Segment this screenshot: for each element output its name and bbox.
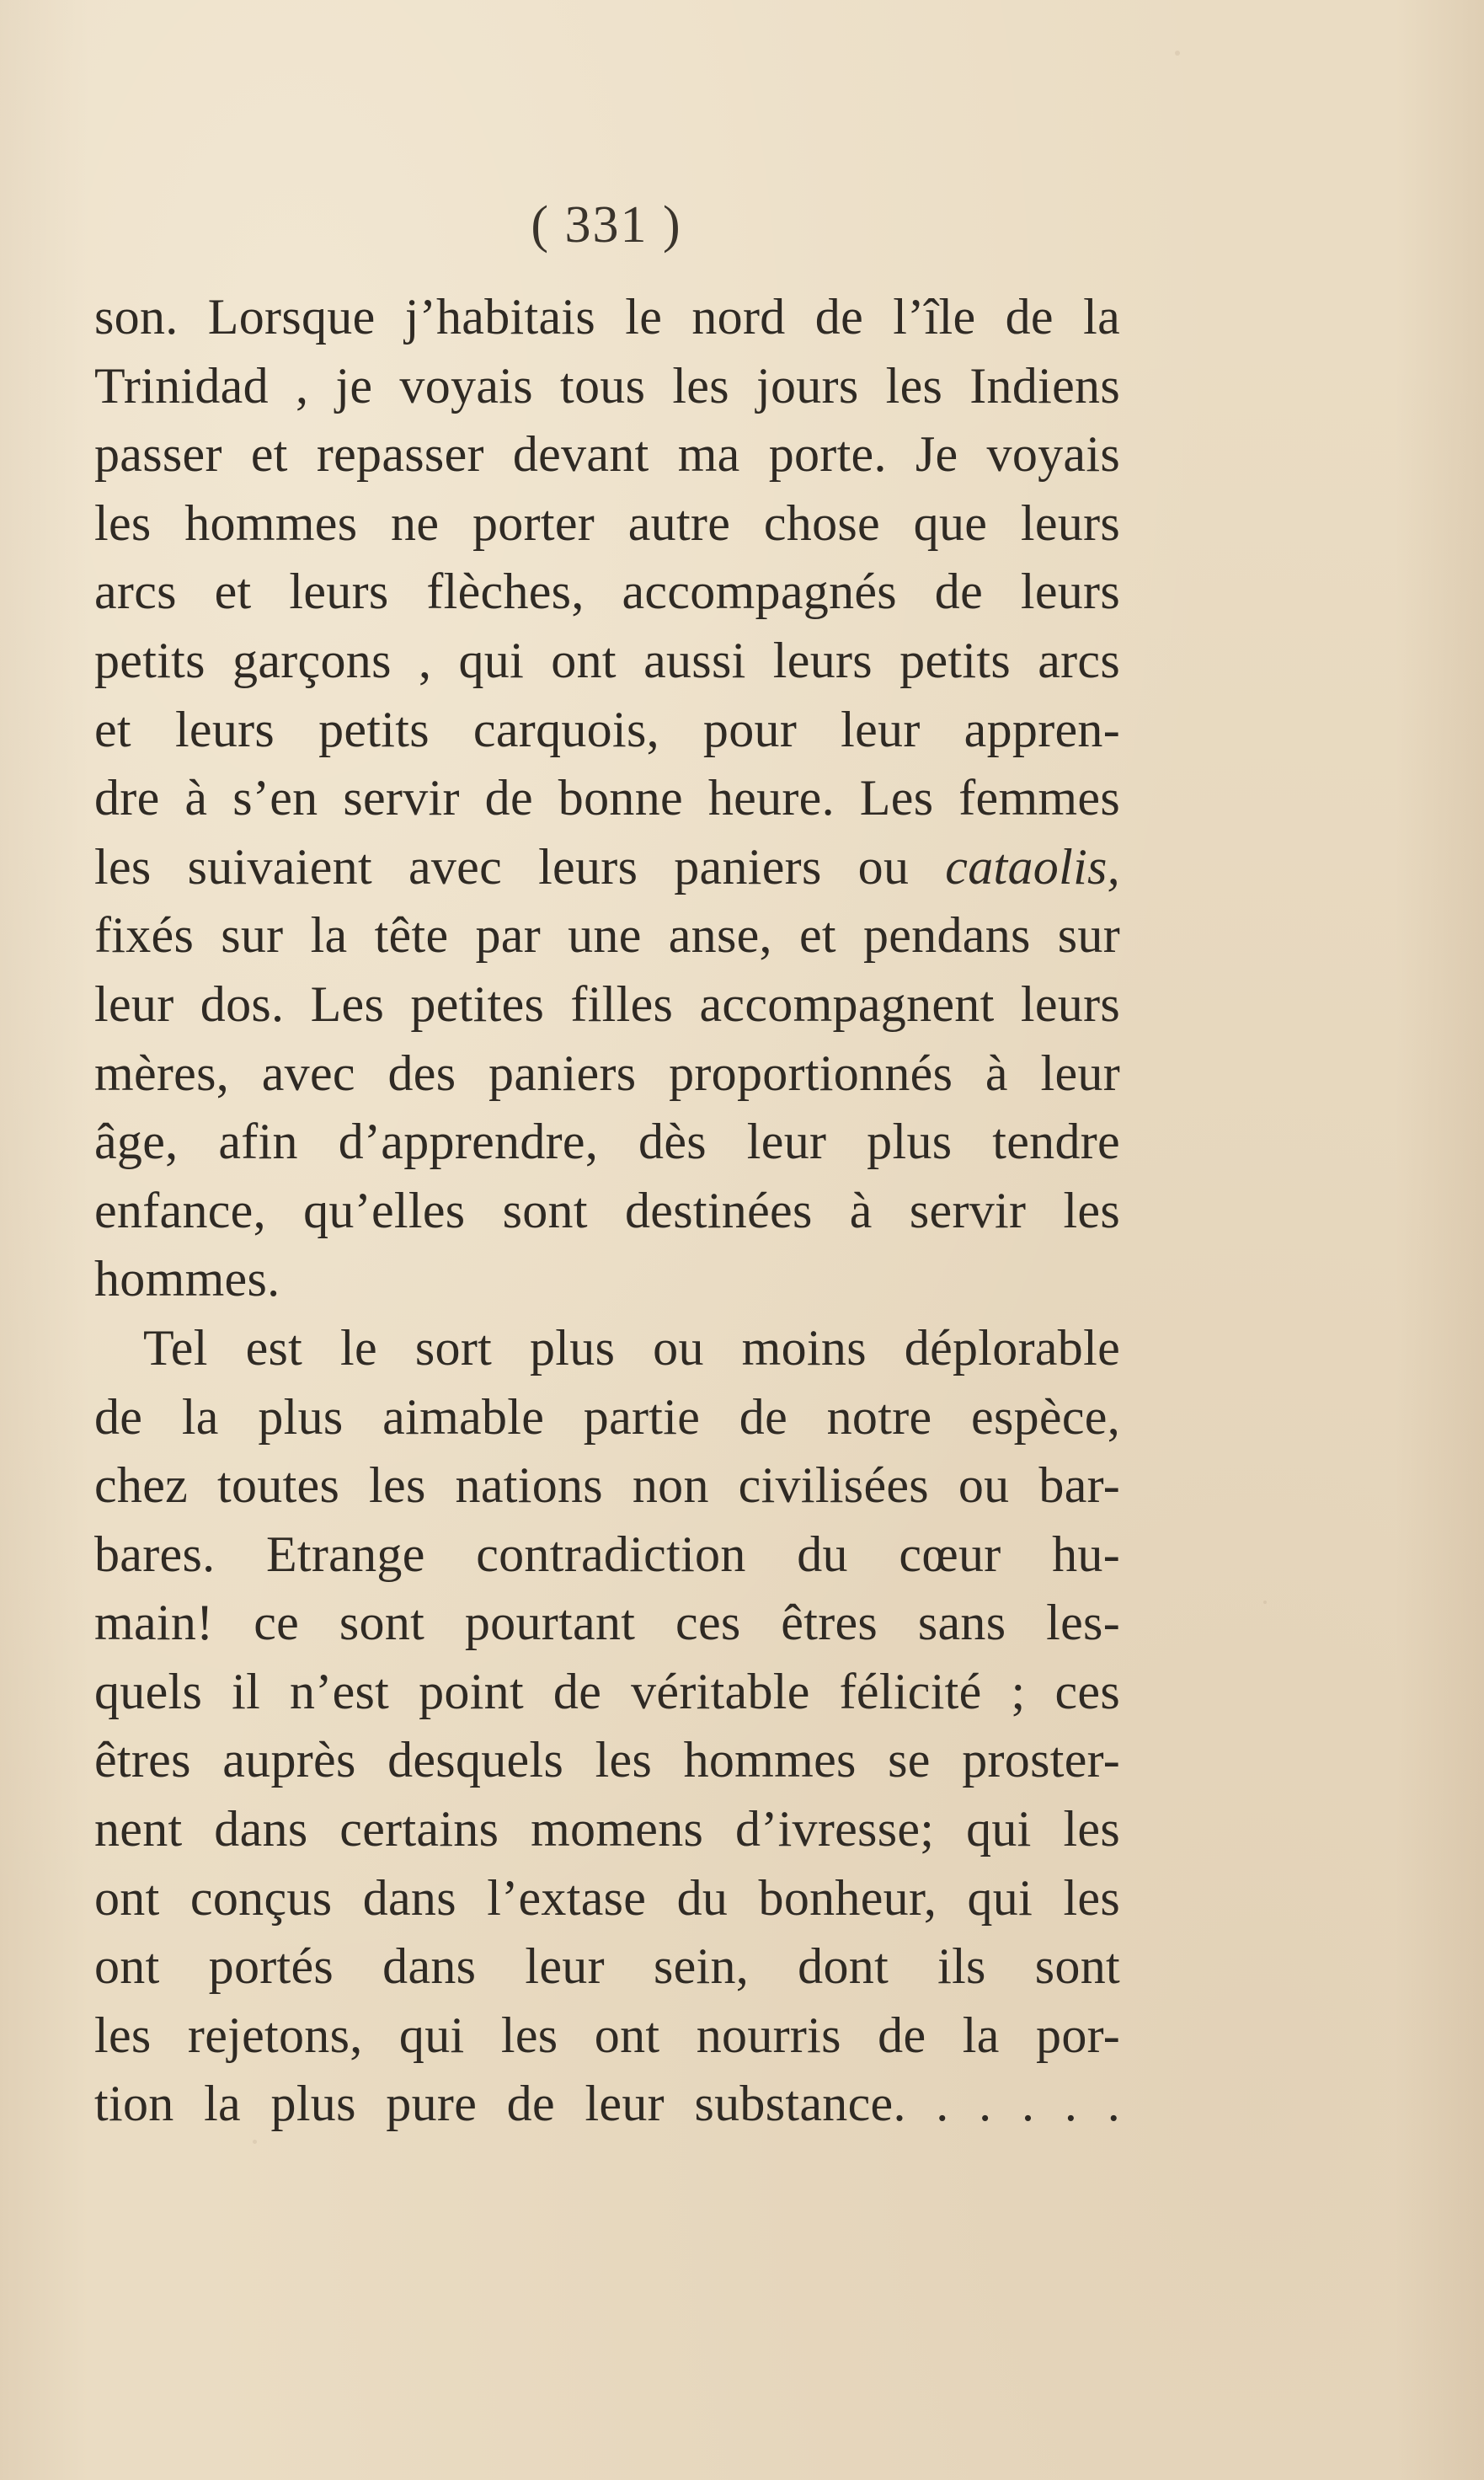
text-line-with-italic — [94, 833, 1120, 902]
text-line: Tel est le sort plus ou moins déplorable — [143, 1319, 1120, 1376]
text-line: bares. Etrange contradiction du cœur hu- — [94, 1526, 1120, 1582]
text-line: de la plus aimable partie de notre espèce, — [94, 1388, 1120, 1445]
paper-stain — [1263, 1601, 1267, 1604]
italic-word: cataolis, — [945, 838, 1120, 895]
text-line: main! ce sont pourtant ces êtres sans les- — [94, 1595, 1120, 1651]
text-line: mères, avec des paniers proportionnés à leur — [94, 1045, 1120, 1101]
page-number: ( 331 ) — [531, 196, 682, 254]
text-line: et leurs petits carquois, pour leur appren- — [94, 701, 1120, 757]
text-line: fixés sur la tête par une anse, et pendans sur — [94, 907, 1120, 964]
text-line: hommes. — [94, 1251, 280, 1307]
text-line: Trinidad , je voyais tous les jours les Indiens — [94, 357, 1120, 414]
text-line: les hommes ne porter autre chose que leurs — [94, 494, 1120, 551]
text-line: tion la plus pure de leur substance. . . . . . — [94, 2076, 1120, 2132]
text-segment: les suivaient avec leurs paniers ou — [94, 838, 946, 895]
text-line: quels il n’est point de véritable félicité ; ces — [94, 1663, 1120, 1719]
text-line: âge, afin d’apprendre, dès leur plus tendre — [94, 1114, 1120, 1170]
text-line: chez toutes les nations non civilisées ou bar- — [94, 1457, 1120, 1514]
text-line: petits garçons , qui ont aussi leurs petits arcs — [94, 632, 1120, 688]
text-line: son. Lorsque j’habitais le nord de l’île de la — [94, 289, 1120, 345]
text-line: leur dos. Les petites filles accompagnent leurs — [94, 975, 1120, 1032]
text-line: enfance, qu’elles sont destinées à servir les — [94, 1182, 1120, 1238]
body-text — [94, 283, 1120, 2139]
text-line: êtres auprès desquels les hommes se proster- — [94, 1732, 1120, 1788]
paper-stain — [1175, 51, 1180, 56]
text-line: passer et repasser devant ma porte. Je voyais — [94, 426, 1120, 483]
text-line: les rejetons, qui les ont nourris de la por- — [94, 2007, 1120, 2063]
text-line: ont portés dans leur sein, dont ils sont — [94, 1938, 1120, 1995]
text-line: ont conçus dans l’extase du bonheur, qui les — [94, 1869, 1120, 1926]
text-line: dre à s’en servir de bonne heure. Les femmes — [94, 770, 1120, 826]
paper-stain — [253, 2140, 257, 2144]
text-line: nent dans certains momens d’ivresse; qui les — [94, 1801, 1120, 1857]
text-line: arcs et leurs flèches, accompagnés de leurs — [94, 564, 1120, 620]
